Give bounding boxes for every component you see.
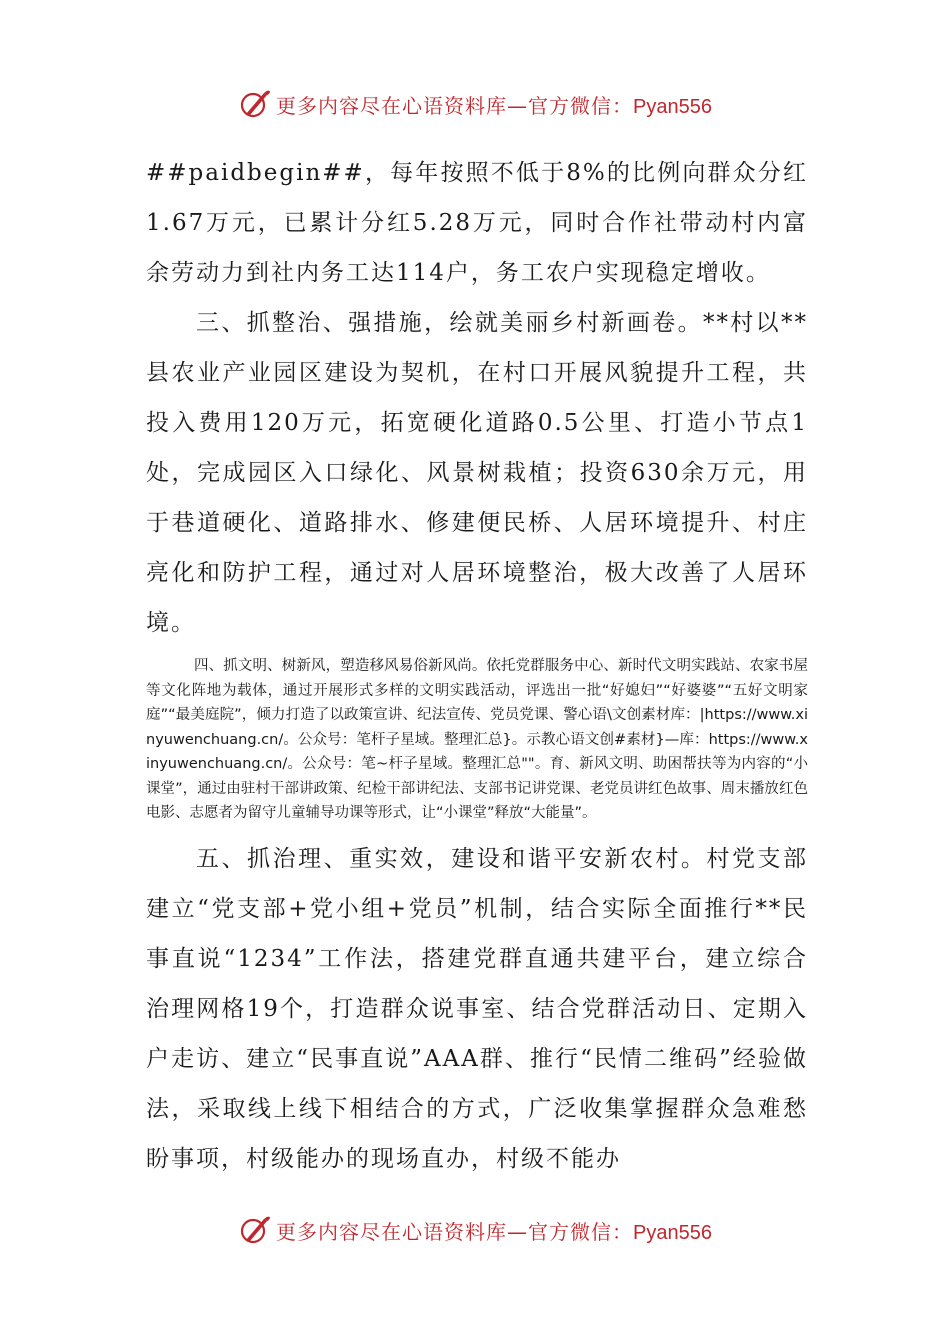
- header-banner-title: 更多内容尽在心语资料库—官方微信：: [276, 93, 634, 118]
- footer-banner-title: 更多内容尽在心语资料库—官方微信：: [276, 1219, 634, 1244]
- pen-quill-logo-icon: [238, 1213, 272, 1247]
- footer-banner-text: [276, 1216, 712, 1245]
- paragraph-section-four: 四、抓文明、树新风，塑造移风易俗新风尚。依托党群服务中心、新时代文明实践站、农家书屋等文化阵地为载体，通过开展形式多样的文明实践活动，评选出一批“好媳妇”“好婆婆”“五好文明家庭”“最美庭院”，倾力打造了以政策宣讲、纪法宣传、党员党课、警心语\文创素材库：|https://www.xinyuwenchuang.cn/。公众号：笔杆子星域。整理汇总}。示教心语文创#素材}—库：https://www.xinyuwenchuang.cn/。公众号：笔~杆子星域。整理汇总""。育、新风文明、助困帮扶等为内容的“小课堂”，通过由驻村干部讲政策、纪检干部讲纪法、支部书记讲党课、老党员讲红色故事、周末播放红色电影、志愿者为留守儿童辅导功课等形式，让“小课堂”释放“大能量”。: [146, 658, 808, 821]
- footer-banner: [0, 1208, 950, 1252]
- header-banner-text: [276, 90, 712, 119]
- footer-banner-wechat: Pyan556: [633, 1221, 712, 1244]
- paragraph-section-three: 三、抓整治、强措施，绘就美丽乡村新画卷。**村以**县农业产业园区建设为契机，在村口开展风貌提升工程，共投入费用120万元，拓宽硬化道路0.5公里、打造小节点1处，完成园区入口绿化、风景树栽植；投资630余万元，用于巷道硬化、道路排水、修建便民桥、人居环境提升、村庄亮化和防护工程，通过对人居环境整治，极大改善了人居环境。: [146, 310, 808, 636]
- paragraph-section-five: 五、抓治理、重实效，建设和谐平安新农村。村党支部建立“党支部+党小组+党员”机制，结合实际全面推行**民事直说“1234”工作法，搭建党群直通共建平台，建立综合治理网格19个，打造群众说事室、结合党群活动日、定期入户走访、建立“民事直说”AAA群、推行“民情二维码”经验做法，采取线上线下相结合的方式，广泛收集掌握群众急难愁盼事项，村级能办的现场直办，村级不能办: [146, 845, 808, 1172]
- header-banner: [0, 82, 950, 126]
- header-banner-wechat: Pyan556: [633, 95, 712, 118]
- pen-quill-logo-icon: [238, 87, 272, 121]
- document-body: [146, 148, 808, 1184]
- paragraph-dividend: ##paidbegin##，每年按照不低于8%的比例向群众分红1.67万元，已累计分红5.28万元，同时合作社带动村内富余劳动力到社内务工达114户，务工农户实现稳定增收。: [146, 160, 808, 286]
